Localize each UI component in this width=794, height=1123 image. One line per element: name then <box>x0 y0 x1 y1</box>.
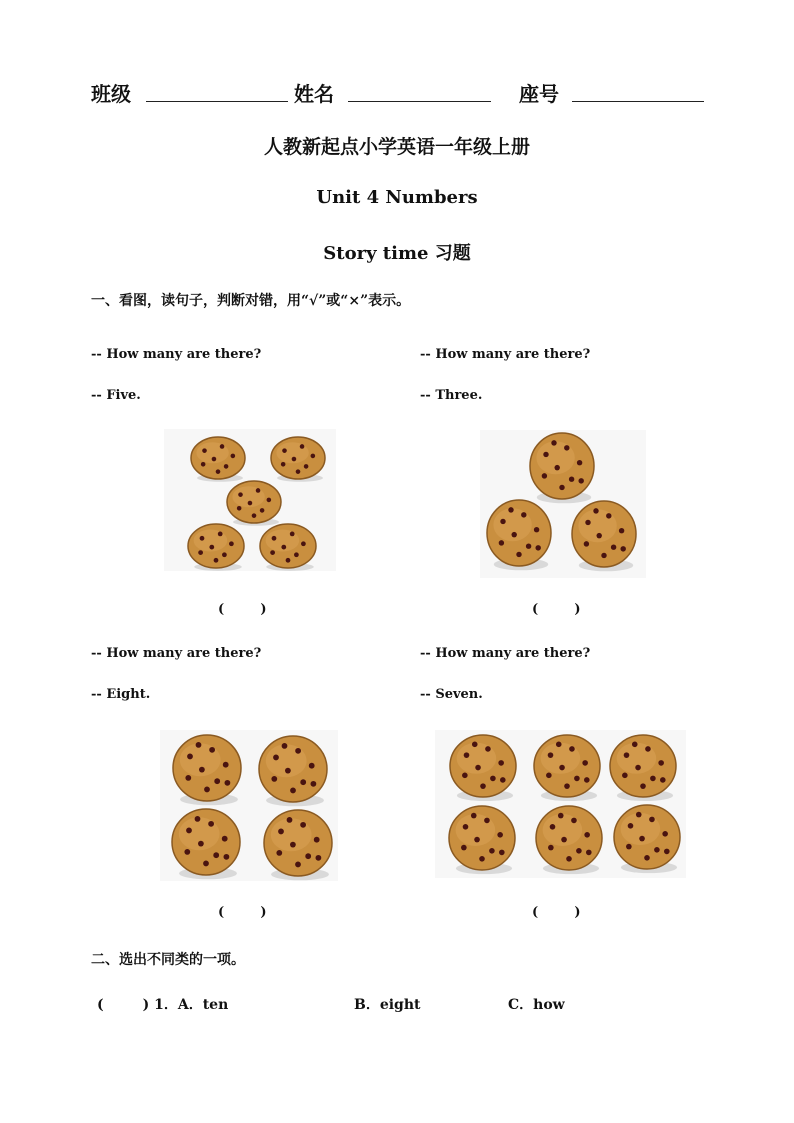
item2-answer: -- Three. <box>420 388 483 403</box>
q1-option-b[interactable]: B．eight <box>354 997 421 1013</box>
item2-answer-blank[interactable]: ( ) <box>532 602 581 617</box>
item1-answer-blank[interactable]: ( ) <box>218 602 267 617</box>
lesson-title: Story time 习题 <box>323 243 471 264</box>
section1-heading: 一、看图，读句子，判断对错，用“√”或“×”表示。 <box>91 293 411 309</box>
item3-answer: -- Eight. <box>91 687 151 702</box>
section2-heading: 二、选出不同类的一项。 <box>91 952 245 968</box>
name-blank[interactable] <box>348 101 491 102</box>
item2-question: -- How many are there? <box>420 347 591 362</box>
item4-cookie-image <box>433 728 688 880</box>
item4-answer: -- Seven. <box>420 687 483 702</box>
item1-cookie-image <box>160 425 340 575</box>
item3-answer-blank[interactable]: ( ) <box>218 905 267 920</box>
seat-label: 座号 <box>519 82 559 106</box>
q1-option-c[interactable]: C．how <box>508 997 565 1013</box>
q1-option-a[interactable]: ( ) 1．A．ten <box>97 997 229 1013</box>
item1-question: -- How many are there? <box>91 347 262 362</box>
item4-answer-blank[interactable]: ( ) <box>532 905 581 920</box>
unit-title: Unit 4 Numbers <box>316 187 478 208</box>
class-blank[interactable] <box>146 101 288 102</box>
item2-cookie-image <box>478 428 648 580</box>
item4-question: -- How many are there? <box>420 646 591 661</box>
item3-cookie-image <box>158 728 340 883</box>
seat-blank[interactable] <box>572 101 704 102</box>
name-label: 姓名 <box>294 82 334 106</box>
item3-question: -- How many are there? <box>91 646 262 661</box>
class-label: 班级 <box>91 82 131 106</box>
book-title: 人教新起点小学英语一年级上册 <box>263 136 530 158</box>
item1-answer: -- Five. <box>91 388 141 403</box>
